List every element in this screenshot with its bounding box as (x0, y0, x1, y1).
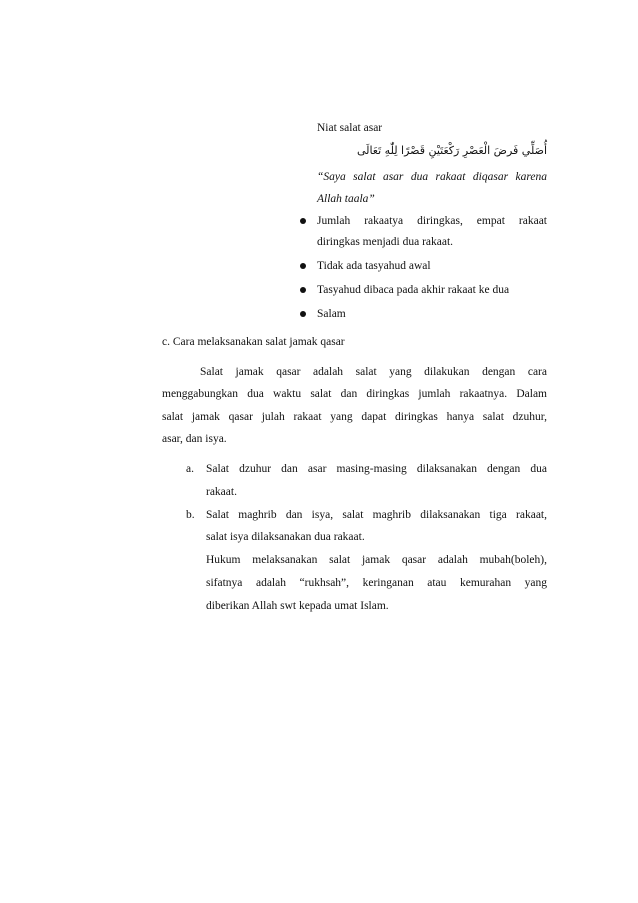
section-c-heading: c. Cara melaksanakan salat jamak qasar (162, 336, 345, 348)
bullet-icon (300, 263, 306, 269)
bullet-item-salam: Salam (317, 308, 346, 320)
list-marker-a: a. (186, 463, 194, 475)
niat-arabic-text: أُصَلِّي فَرضَ الْعَصْرِ رَكْعَتَيْنِ قَصْرًا لِلّٰهِ تَعَالَى (356, 144, 547, 157)
list-marker-b: b. (186, 509, 195, 521)
paragraph-line-3: salat jamak qasar julah rakaat yang dapat diringkas hanya salat dzuhur, (162, 411, 547, 423)
hukum-line-1: Hukum melaksanakan salat jamak qasar adalah mubah(boleh), (206, 554, 547, 566)
niat-title: Niat salat asar (317, 122, 383, 134)
bullet-item-jumlah-rakaat-cont: diringkas menjadi dua rakaat. (317, 236, 454, 248)
paragraph-line-2: menggabungkan dua waktu salat dan diringkas jumlah rakaatnya. Dalam (162, 388, 547, 400)
hukum-line-3: diberikan Allah swt kepada umat Islam. (206, 600, 389, 612)
bullet-icon (300, 287, 306, 293)
bullet-item-tasyahud-akhir: Tasyahud dibaca pada akhir rakaat ke dua (317, 284, 510, 296)
list-item-b-line-2: salat isya dilaksanakan dua rakaat. (206, 531, 365, 543)
hukum-line-2: sifatnya adalah “rukhsah”, keringanan atau kemurahan yang (206, 577, 547, 589)
niat-translation-line-1: “Saya salat asar dua rakaat diqasar karena (317, 171, 547, 183)
bullet-icon (300, 311, 306, 317)
list-item-a-line-1: Salat dzuhur dan asar masing-masing dilaksanakan dengan dua (206, 463, 547, 475)
list-item-a-line-2: rakaat. (206, 486, 237, 498)
list-item-b-line-1: Salat maghrib dan isya, salat maghrib dilaksanakan tiga rakaat, (206, 509, 547, 521)
bullet-item-tasyahud-awal: Tidak ada tasyahud awal (317, 260, 431, 272)
niat-translation-line-2: Allah taala” (317, 193, 375, 205)
bullet-icon (300, 218, 306, 224)
bullet-item-jumlah-rakaat: Jumlah rakaatya diringkas, empat rakaat (317, 215, 547, 227)
paragraph-line-4: asar, dan isya. (162, 433, 227, 445)
paragraph-line-1: Salat jamak qasar adalah salat yang dilakukan dengan cara (200, 366, 547, 378)
